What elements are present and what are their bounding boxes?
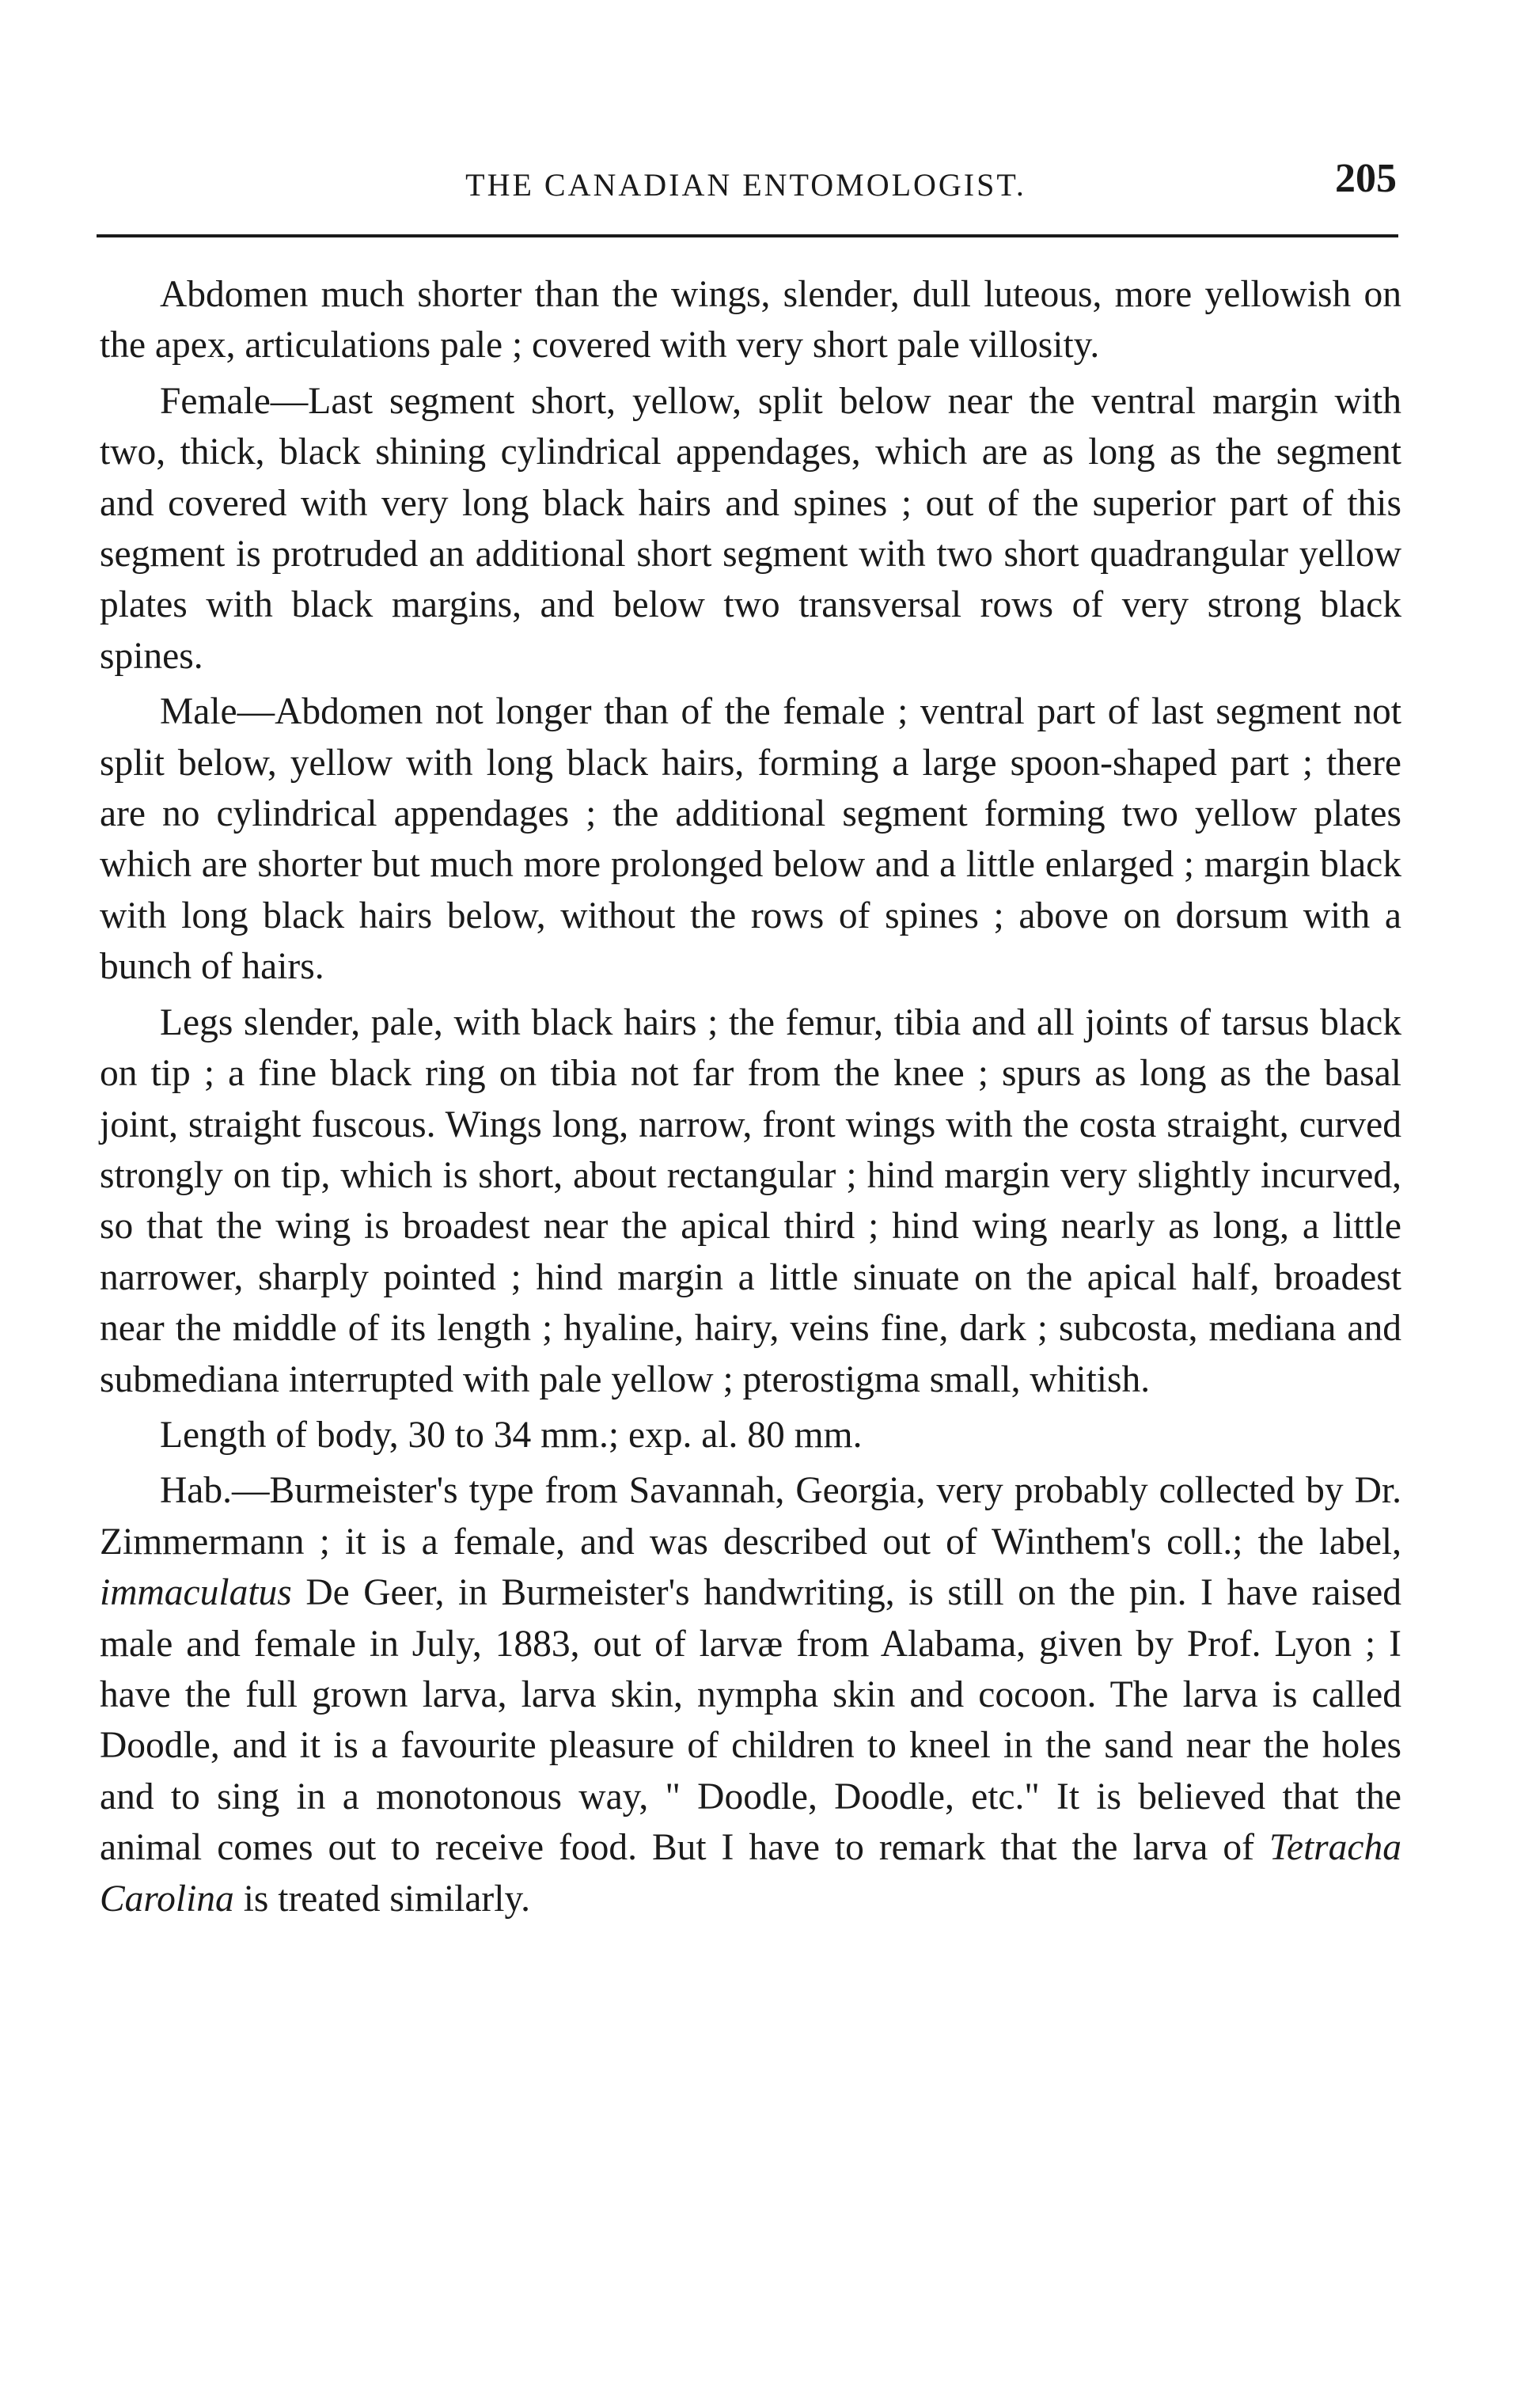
habitat-text-1: Hab.—Burmeister's type from Savannah, Georgia, very probably collected by Dr. Zimmermann ; it is a female, and was described out of Winthem's coll.; the label, xyxy=(100,1470,1401,1563)
species-name-immaculatus: immaculatus xyxy=(100,1572,292,1614)
page-number: 205 xyxy=(1335,156,1397,201)
running-header xyxy=(95,155,1397,211)
paragraph-habitat xyxy=(100,1465,1401,1924)
running-title: THE CANADIAN ENTOMOLOGIST. xyxy=(465,167,1026,203)
paragraph-female: Female—Last segment short, yellow, split below near the ventral margin with two, thick, black shining cylindrical appendages, which are as long as the segment and covered with very long black hairs and spines ; out of the superior part of this segment is protruded an additional short segment with two short quadrangular yellow plates with black margins, and below two transversal rows of very strong black spines. xyxy=(100,380,1401,677)
body-text xyxy=(100,269,1401,1929)
paragraph-legs-wings: Legs slender, pale, with black hairs ; the femur, tibia and all joints of tarsus black on tip ; a fine black ring on tibia not far from the knee ; spurs as long as the basal joint, straight fuscous. Wings long, narrow, front wings with the costa straight, curved strongly on tip, which is short, about rectangular ; hind margin very slightly incurved, so that the wing is broadest near the apical third ; hind wing nearly as long, a little narrower, sharply pointed ; hind margin a little sinuate on the apical half, broadest near the middle of its length ; hyaline, hairy, veins fine, dark ; subcosta, mediana and submediana interrupted with pale yellow ; pterostigma small, whitish. xyxy=(100,1001,1401,1400)
paragraph-male: Male—Abdomen not longer than of the female ; ventral part of last segment not split below, yellow with long black hairs, forming a large spoon-shaped part ; there are no cylindrical appendages ; the additional segment forming two yellow plates which are shorter but much more prolonged below and a little enlarged ; margin black with long black hairs below, without the rows of spines ; above on dorsum with a bunch of hairs. xyxy=(100,691,1401,988)
paragraph-length: Length of body, 30 to 34 mm.; exp. al. 80 mm. xyxy=(160,1414,863,1456)
habitat-text-2: De Geer, in Burmeister's handwriting, is still on the pin. I have raised male and female in July, 1883, out of larvæ from Alabama, given by Prof. Lyon ; I have the full grown larva, larva skin, nympha skin and cocoon. The larva is called Doodle, and it is a favourite pleasure of children to kneel in the sand near the holes and to sing in a monotonous way, " Doodle, Doodle, etc." It is believed that the animal comes out to receive food. But I have to remark that the larva of xyxy=(100,1572,1401,1869)
species-name-tetracha-carolina: Tetracha Carolina xyxy=(100,1827,1401,1920)
paragraph-abdomen: Abdomen much shorter than the wings, slender, dull luteous, more yellowish on the apex, articulations pale ; covered with very short pale villosity. xyxy=(100,274,1401,367)
header-rule xyxy=(97,234,1398,237)
habitat-text-3: is treated similarly. xyxy=(233,1878,530,1920)
